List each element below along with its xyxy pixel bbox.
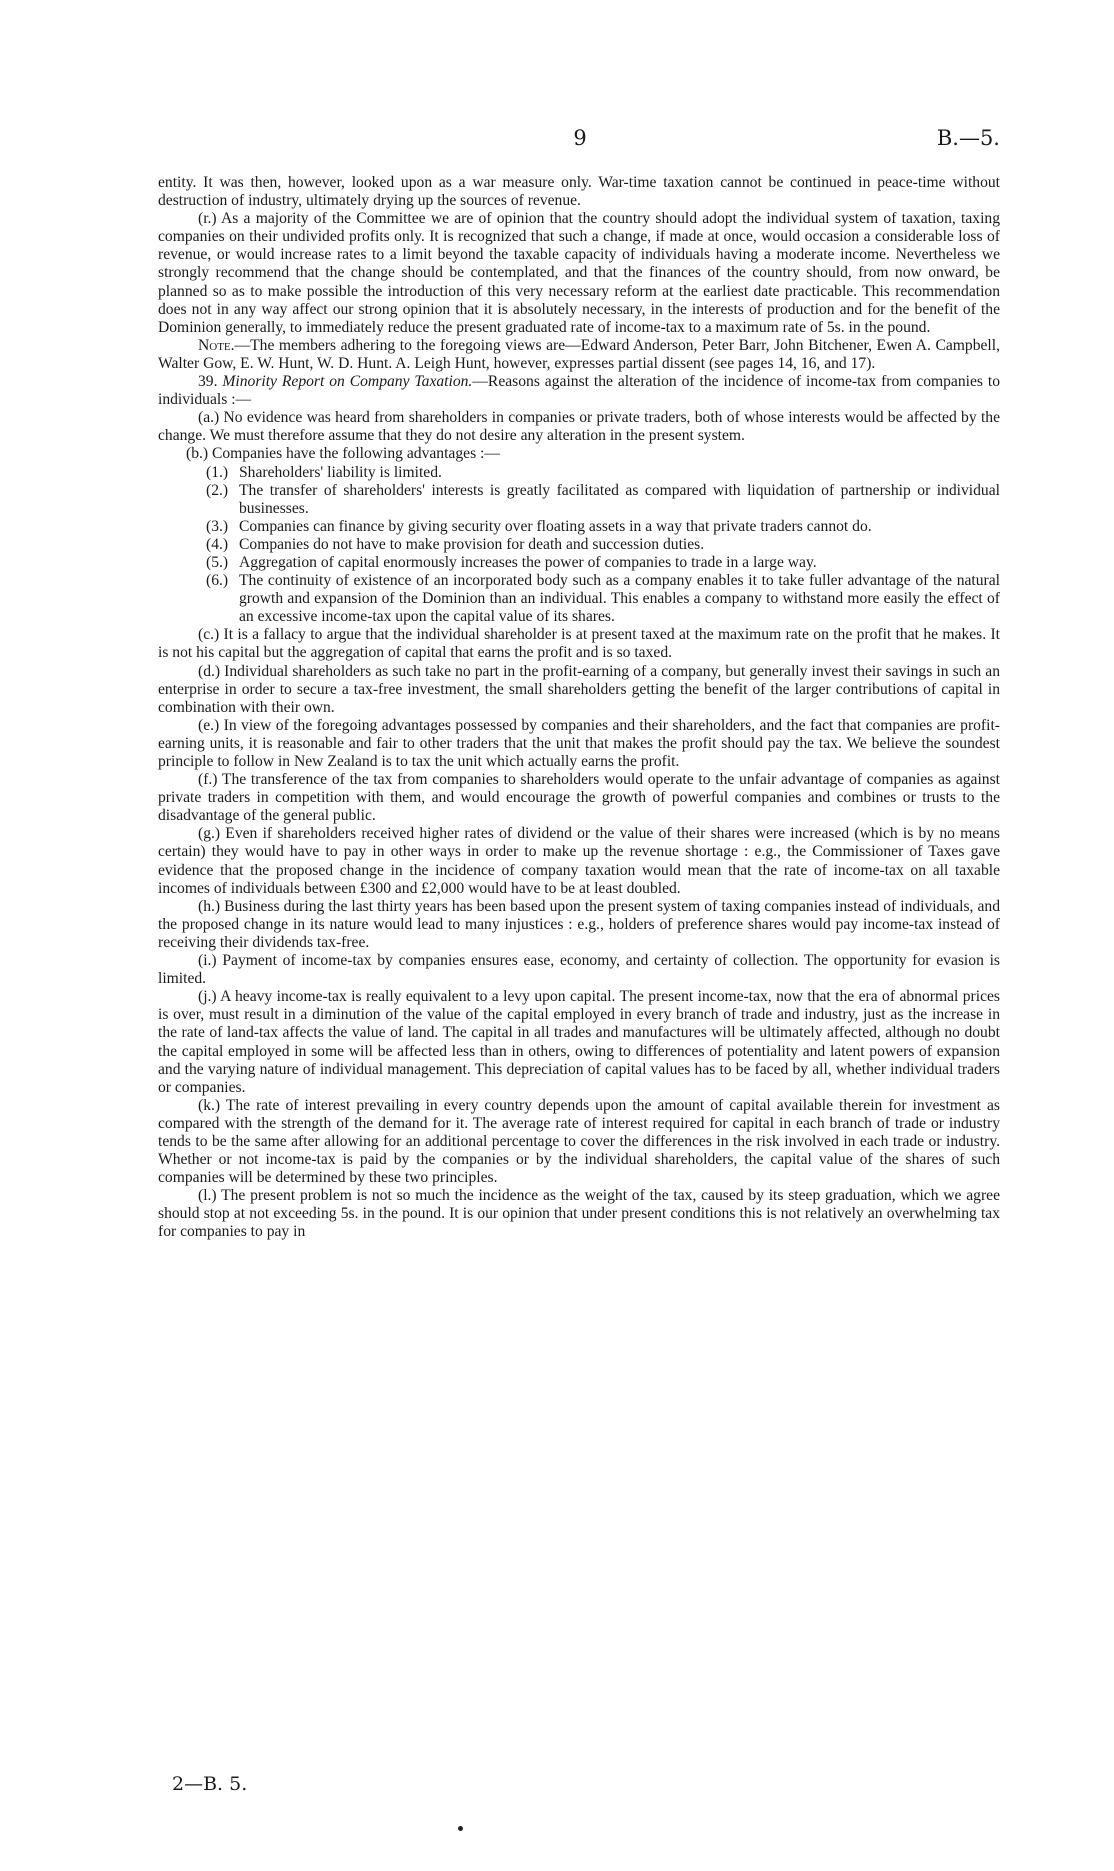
advantage-number: (4.): [206, 535, 229, 553]
advantage-text: Aggregation of capital enormously increases the power of companies to trade in a large way.: [239, 553, 817, 571]
note-text: —The members adhering to the foregoing views are—Edward Anderson, Peter Barr, John Bitchener, Ewen A. Campbell, Walter Gow, E. W. Hunt, W. D. Hunt. A. Leigh Hunt, however, expresses partial dissent (see pages 14, 16, and 17).: [158, 336, 1000, 372]
advantage-item: [206, 464, 1000, 482]
note-heading: Note.: [198, 336, 235, 354]
paragraph-d: (d.) Individual shareholders as such take no part in the profit-earning of a company, but generally invest their savings in such an enterprise in order to secure a tax-free investment, the small shareholders getting the benefit of the larger contributions of capital in combination with their own.: [158, 662, 1000, 716]
paragraph-f: (f.) The transference of the tax from companies to shareholders would operate to the unfair advantage of companies as against private traders in competition with them, and would encourage the growth of powerful companies and combines or trusts to the disadvantage of the general public.: [158, 771, 1000, 825]
section-39-paragraph: [158, 373, 1000, 409]
paragraph-b: (b.) Companies have the following advantages :—: [186, 445, 500, 463]
printer-dot: [458, 1826, 463, 1831]
paragraph-k: (k.) The rate of interest prevailing in every country depends upon the amount of capital available therein for investment as compared with the strength of the demand for it. The average rate of interest required for capital in each branch of trade or industry tends to be the same after allowing for an additional percentage to cover the differences in the risk involved in each trade or industry. Whether or not income-tax is paid by the companies or by the individual shareholders, the capital value of the shares of such companies will be determined by these two principles.: [158, 1096, 1000, 1187]
paragraph-r: (r.) As a majority of the Committee we are of opinion that the country should adopt the individual system of taxation, taxing companies on their undivided profits only. It is recognized that such a change, if made at once, would occasion a considerable loss of revenue, or would increase rates to a limit beyond the taxable capacity of individuals having a moderate income. Nevertheless we strongly recommend that the change should be contemplated, and that the finances of the country should, from now onward, be planned so as to make possible the introduction of this very necessary reform at the earliest date practicable. This recommendation does not in any way affect our strong opinion that it is absolutely necessary, in the interests of production and for the benefit of the Dominion generally, to immediately reduce the present graduated rate of income-tax to a maximum rate of 5s. in the pound.: [158, 210, 1000, 336]
advantage-item: [206, 536, 1000, 554]
paragraph-h: (h.) Business during the last thirty years has been based upon the present system of taxing companies instead of individuals, and the proposed change in its nature would lead to many injustices : e.g., holders of preference shares would pay income-tax instead of receiving their dividends tax-free.: [158, 897, 1000, 951]
advantage-text: The transfer of shareholders' interests is greatly facilitated as compared with liquidation of partnership or individual businesses.: [239, 481, 1000, 517]
advantage-text: Companies can finance by giving security over floating assets in a way that private traders cannot do.: [239, 517, 872, 535]
paragraph-i: (i.) Payment of income-tax by companies ensures ease, economy, and certainty of collection. The opportunity for evasion is limited.: [158, 952, 1000, 988]
section-intro: —Reasons against the alteration of the incidence of income-tax from companies to individuals :—: [158, 373, 1001, 409]
section-title: Minority Report on Company Taxation.: [222, 373, 473, 391]
section-number: 39.: [198, 373, 223, 391]
signature-mark: 2—B. 5.: [172, 1773, 248, 1795]
page-number: 9: [573, 126, 587, 150]
document-reference: B.—5.: [936, 126, 1000, 150]
page-header: [160, 122, 1000, 154]
paragraph-continued: entity. It was then, however, looked upon as a war measure only. War-time taxation cannot be continued in peace-time without destruction of industry, ultimately drying up the sources of revenue.: [158, 174, 1000, 210]
paragraph-l: (l.) The present problem is not so much the incidence as the weight of the tax, caused by its steep graduation, which we agree should stop at not exceeding 5s. in the pound. It is our opinion that under present conditions this is not relatively an overwhelming tax for companies to pay in: [158, 1187, 1000, 1241]
advantage-text: The continuity of existence of an incorporated body such as a company enables it to take fuller advantage of the natural growth and expansion of the Dominion than an individual. This enables a company to withstand more easily the effect of an excessive income-tax upon the capital value of its shares.: [239, 572, 1000, 626]
advantage-item: [206, 572, 1000, 626]
advantage-text: Shareholders' liability is limited.: [239, 463, 442, 481]
note-paragraph: [158, 337, 1000, 373]
advantage-number: (5.): [206, 553, 229, 571]
advantage-item: [206, 518, 1000, 536]
advantage-number: (6.): [206, 572, 229, 590]
paragraph-g: (g.) Even if shareholders received higher rates of dividend or the value of their shares were increased (which is by no means certain) they would have to pay in other ways in order to make up the revenue shortage : e.g., the Commissioner of Taxes gave evidence that the proposed change in the incidence of company taxation would mean that the rate of income-tax on all taxable incomes of individuals between £300 and £2,000 would have to be at least doubled.: [158, 825, 1000, 897]
paragraph-c: (c.) It is a fallacy to argue that the individual shareholder is at present taxed at the maximum rate on the profit that he makes. It is not his capital but the aggregation of capital that earns the profit and is so taxed.: [158, 626, 1000, 662]
paragraph-a: (a.) No evidence was heard from shareholders in companies or private traders, both of whose interests would be affected by the change. We must therefore assume that they do not desire any alteration in the present system.: [158, 409, 1000, 445]
advantage-number: (3.): [206, 517, 229, 535]
paragraph-j: (j.) A heavy income-tax is really equivalent to a levy upon capital. The present income-tax, now that the era of abnormal prices is over, must result in a diminution of the value of the capital employed in every branch of trade and industry, just as the increase in the rate of land-tax affects the value of land. The capital in all trades and manufactures will be ultimately affected, although no doubt the capital employed in some will be affected less than in others, owing to differences of potentiality and latent powers of expansion and the varying nature of individual management. This depreciation of capital values has to be faced by all, whether individual traders or companies.: [158, 988, 1000, 1096]
document-body: [158, 174, 1000, 1242]
advantage-text: Companies do not have to make provision for death and succession duties.: [239, 535, 705, 553]
advantage-item: [206, 482, 1000, 518]
advantage-number: (2.): [206, 481, 229, 499]
advantage-number: (1.): [206, 463, 229, 481]
advantage-item: [206, 554, 1000, 572]
paragraph-e: (e.) In view of the foregoing advantages possessed by companies and their shareholders, and the fact that companies are profit-earning units, it is reasonable and fair to other traders that the unit that makes the profit should pay the tax. We believe the soundest principle to follow in New Zealand is to tax the unit which actually earns the profit.: [158, 716, 1000, 770]
